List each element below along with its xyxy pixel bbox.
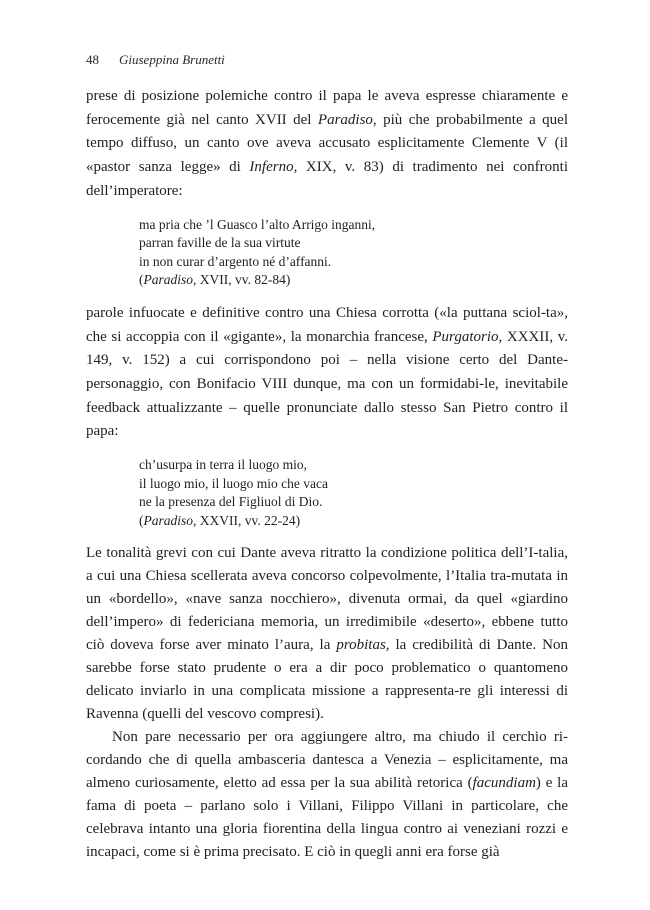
running-header [86, 52, 225, 68]
running-head-author: Giuseppina Brunetti [119, 52, 225, 67]
text-span: , XIX, v. 83) di tradimento nei confronti dell’imperatore: [86, 159, 568, 199]
citation-open: ( [139, 512, 144, 528]
paragraph-4 [86, 726, 568, 864]
verse-quote-2 [139, 456, 568, 530]
work-title: Paradiso [317, 111, 373, 128]
citation-work: Paradiso [143, 512, 194, 528]
paragraph-3 [86, 542, 568, 726]
text-span: ) e la fama di poeta – parlano solo i Villani, Filippo Villani in particolare, che celebrava intanto una gloria fiorentina della lingua contro ai veneziani rozzi e incapaci, come si è prima precisato. E ciò in quegli anni era forse già [86, 775, 568, 861]
verse-quote-1 [139, 216, 568, 290]
paragraph-1 [86, 85, 568, 204]
text-span: la credibilità di Dante. Non sarebbe forse stato prudente o era a dir poco problematico o quantomeno delicato inviarlo in una complicata missione a rappresenta-re gli interessi di Ravenna (quelli del vescovo compresi). [86, 637, 568, 723]
work-title: Inferno [249, 159, 294, 176]
text-span: prese di posizione polemiche contro il papa le aveva espresse chiaramente e ferocemente già nel canto XVII del [86, 88, 568, 128]
verse-line: ma pria che ’l Guasco l’alto Arrigo inganni, [139, 216, 376, 232]
verse-citation [139, 271, 568, 290]
page-body [86, 85, 568, 864]
verse-line: parran faville de la sua virtute [139, 235, 301, 251]
text-span: , più che probabilmente a quel tempo diffuso, un canto ove aveva accusato esplicitamente Clemente V (il «pastor sanza legge» di [86, 111, 568, 176]
citation-reference: , XVII, vv. 82-84) [193, 272, 291, 288]
text-span: parole infuocate e definitive contro una Chiesa corrotta («la puttana sciol-ta», che si accoppia con il «gigante», la monarchia francese, [86, 304, 568, 345]
page-number: 48 [86, 52, 99, 67]
work-title: Purgatorio [432, 328, 499, 345]
verse-line: il luogo mio, il luogo mio che vaca [139, 475, 328, 491]
citation-reference: , XXVII, vv. 22-24) [193, 512, 301, 528]
latin-term: probitas, [336, 637, 390, 654]
paragraph-2 [86, 302, 568, 444]
text-span: , XXXII, v. 149, v. 152) a cui corrispondono poi – nella visione certo del Dante-personaggio, con Bonifacio VIII dunque, ma con un formidabi-le, inevitabile feedback attualizzante – quelle pronunciate dallo stesso San Pietro contro il papa: [86, 328, 568, 440]
citation-open: ( [139, 272, 144, 288]
text-span: Non pare necessario per ora aggiungere altro, ma chiudo il cerchio ri-cordando che di quella ambasceria dantesca a Venezia – esplicitamente, ma almeno curiosamente, eletto ad essa per la sua abilità retorica ( [86, 729, 568, 792]
verse-line: ch’usurpa in terra il luogo mio, [139, 457, 307, 473]
verse-line: in non curar d’argento né d’affanni. [139, 253, 332, 269]
text-span: Le tonalità grevi con cui Dante aveva ritratto la condizione politica dell’I-talia, a cui una Chiesa scellerata aveva concorso colpevolmente, l’Italia tra-mutata in un «bordello», «nave sanza nocchiero», divenuta ormai, da quel «giardino dell’impero» di federiciana memoria, un irredimibile «deserto», ebbene tutto ciò doveva forse aver minato l’aura, la [86, 545, 568, 654]
latin-term: facundiam [472, 775, 536, 792]
verse-line: ne la presenza del Figliuol di Dio. [139, 494, 323, 510]
citation-work: Paradiso [143, 272, 194, 288]
verse-citation [139, 512, 568, 531]
